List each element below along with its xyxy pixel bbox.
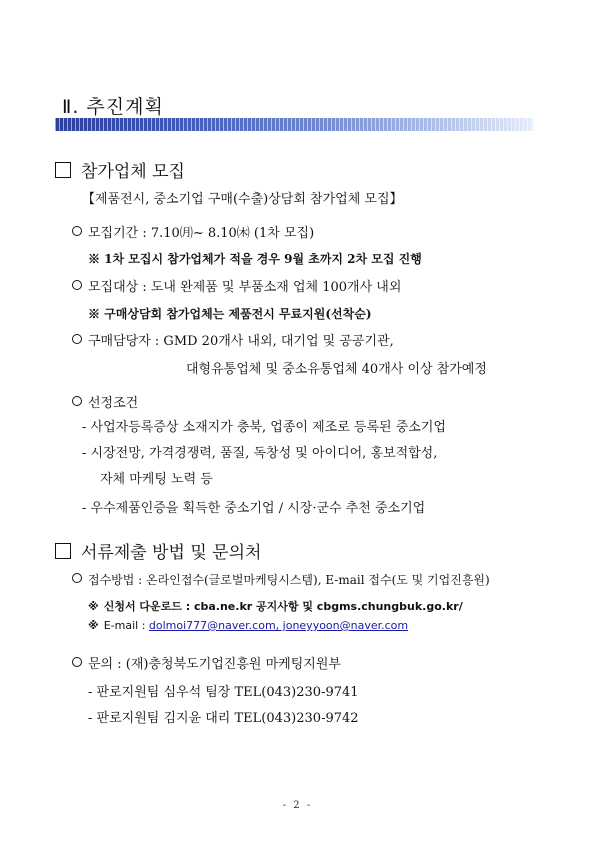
criteria-item: 자체 마케팅 노력 등 [100,472,213,487]
email-note: ※ E-mail : dolmoi777@naver.com, joneyyoon@naver.com [88,619,409,632]
circle-bullet-icon [72,280,82,290]
circle-bullet-icon [72,573,82,583]
contact-info: 문의 : (재)충청북도기업진흥원 마케팅지원부 [72,653,341,672]
page-heading: Ⅱ. 추진계획 [62,96,164,118]
contact-person: - 판로지원팀 김지윤 대리 TEL(043)230-9742 [88,711,359,726]
criteria-item: - 시장전망, 가격경쟁력, 품질, 독창성 및 아이디어, 홍보적합성, [82,446,438,461]
recruitment-period: 모집기간 : 7.10㈪~ 8.10㈭ (1차 모집) [72,222,314,241]
criteria-item: - 사업자등록증상 소재지가 충북, 업종이 제조로 등록된 중소기업 [82,420,446,435]
contact-person: - 판로지원팀 심우석 팀장 TEL(043)230-9741 [88,685,359,700]
email-links[interactable]: dolmoi777@naver.com, joneyyoon@naver.com [148,619,409,632]
circle-bullet-icon [72,657,82,667]
checkbox-square-icon [55,543,71,559]
section-recruitment-title: 참가업체 모집 [55,157,185,182]
section-submission-title: 서류제출 방법 및 문의처 [55,538,261,563]
recruitment-subtitle: 【제품전시, 중소기업 구매(수출)상담회 참가업체 모집】 [82,192,403,207]
submission-method: 접수방법 : 온라인접수(글로벌마케팅시스템), E-mail 접수(도 및 기업진흥원) [72,571,490,588]
buyers-line-2: 대형유통업체 및 중소유통업체 40개사 이상 참가예정 [186,362,487,377]
target-note: ※ 구매상담회 참가업체는 제품전시 무료지원(선착순) [88,307,372,321]
download-note: ※ 신청서 다운로드 : cba.ne.kr 공지사항 및 cbgms.chungbuk.go.kr/ [88,600,463,613]
circle-bullet-icon [72,334,82,344]
criteria-item: - 우수제품인증을 획득한 중소기업 / 시장·군수 추천 중소기업 [82,501,426,516]
period-note: ※ 1차 모집시 참가업체가 적을 경우 9월 초까지 2차 모집 진행 [88,252,422,266]
circle-bullet-icon [72,226,82,236]
criteria-title: 선정조건 [72,392,138,411]
circle-bullet-icon [72,396,82,406]
buyers-line-1: 구매담당자 : GMD 20개사 내외, 대기업 및 공공기관, [72,330,394,349]
checkbox-square-icon [55,162,71,178]
page-number: - 2 - [282,800,313,811]
recruitment-target: 모집대상 : 도내 완제품 및 부품소재 업체 100개사 내외 [72,276,401,295]
heading-gradient-bar [55,118,533,131]
